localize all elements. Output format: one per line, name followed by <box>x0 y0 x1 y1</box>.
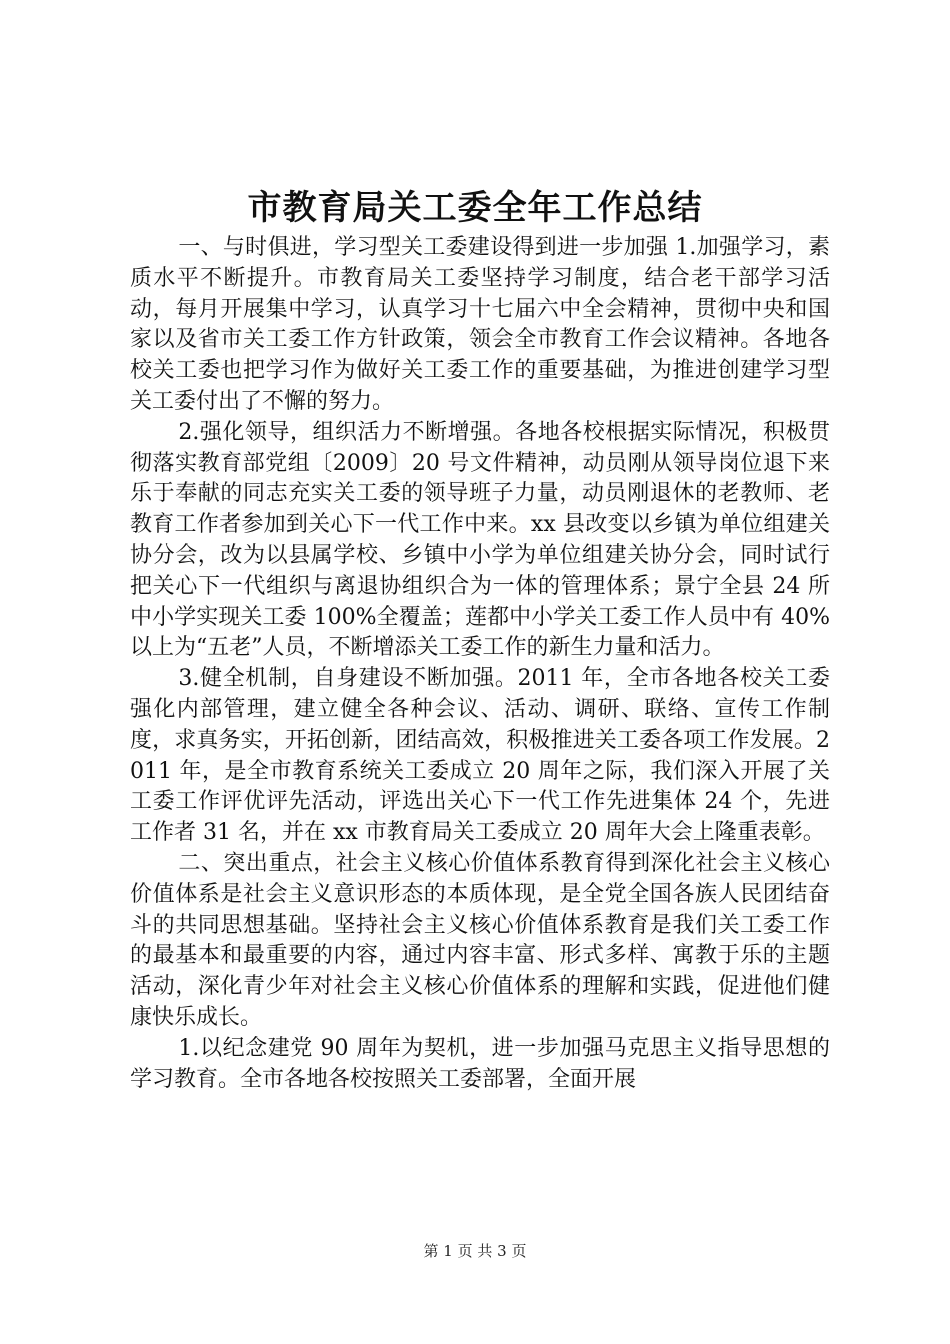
page-number-footer: 第 1 页 共 3 页 <box>423 1242 527 1260</box>
paragraph-section-one-intro: 一、与时俱进，学习型关工委建设得到进一步加强 1.加强学习，素质水平不断提升。市教育局关工委坚持学习制度，结合老干部学习活动，每月开展集中学习，认真学习十七届六中全会精神，贯彻中央和国家以及省市关工委工作方针政策，领会全市教育工作会议精神。各地各校关工委也把学习作为做好关工委工作的重要基础，为推进创建学习型关工委付出了不懈的努力。 <box>130 235 830 414</box>
paragraph-party-anniversary: 1.以纪念建党 90 周年为契机，进一步加强马克思主义指导思想的学习教育。全市各地各校按照关工委部署，全面开展 <box>130 1035 830 1092</box>
paragraph-section-two-intro: 二、突出重点，社会主义核心价值体系教育得到深化社会主义核心价值体系是社会主义意识形态的本质体现，是全党全国各族人民团结奋斗的共同思想基础。坚持社会主义核心价值体系教育是我们关工委工作的最基本和最重要的内容，通过内容丰富、形式多样、寓教于乐的主题活动，深化青少年对社会主义核心价值体系的理解和实践，促进他们健康快乐成长。 <box>130 850 830 1030</box>
paragraph-leadership: 2.强化领导，组织活力不断增强。各地各校根据实际情况，积极贯彻落实教育部党组〔2009〕20 号文件精神，动员刚从领导岗位退下来乐于奉献的同志充实关工委的领导班子力量，动员刚退休的老教师、老教育工作者参加到关心下一代工作中来。xx 县改变以乡镇为单位组建关协分会，改为以县属学校、乡镇中小学为单位组建关协分会，同时试行把关心下一代组织与离退协组织合为一体的管理体系；景宁全县 24 所中小学实现关工委 100%全覆盖；莲都中小学关工委工作人员中有 40%以上为“五老”人员，不断增添关工委工作的新生力量和活力。 <box>130 419 830 661</box>
document-title: 市教育局关工委全年工作总结 <box>247 188 703 228</box>
paragraph-mechanism: 3.健全机制，自身建设不断加强。2011 年，全市各地各校关工委强化内部管理，建立健全各种会议、活动、调研、联络、宣传工作制度，求真务实，开拓创新，团结高效，积极推进关工委各项工作发展。2011 年，是全市教育系统关工委成立 20 周年之际，我们深入开展了关工委工作评优评先活动，评选出关心下一代工作先进集体 24 个，先进工作者 31 名，并在 xx 市教育局关工委成立 20 周年大会上隆重表彰。 <box>130 666 830 846</box>
document-body <box>130 233 830 1095</box>
